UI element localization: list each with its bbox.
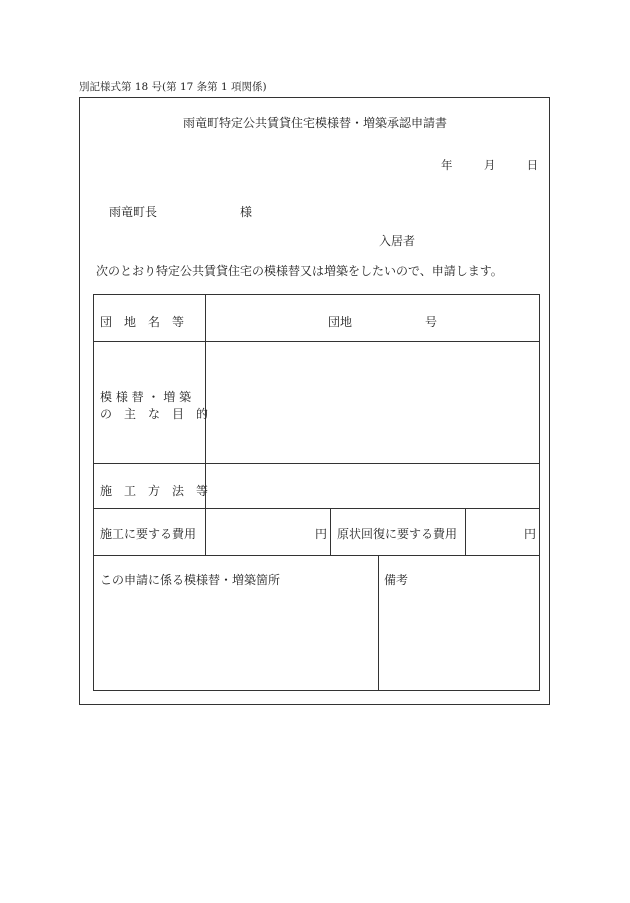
cost-column-divider bbox=[465, 508, 466, 555]
construction-cost-label: 施工に要する費用 bbox=[100, 527, 197, 541]
construction-method-field[interactable] bbox=[207, 465, 537, 506]
modification-location-field[interactable] bbox=[96, 589, 376, 689]
purpose-field[interactable] bbox=[207, 343, 537, 461]
construction-cost-yen: 円 bbox=[315, 527, 328, 541]
date-day: 日 bbox=[526, 158, 539, 172]
date-month: 月 bbox=[483, 158, 496, 172]
cost-column-divider bbox=[330, 508, 331, 555]
danchi-name-label: 団 地 名 等 bbox=[100, 315, 185, 329]
form-number-note: 別記様式第 18 号(第 17 条第 1 項関係) bbox=[79, 81, 267, 93]
label-column-divider bbox=[205, 295, 206, 555]
applicant-label: 入居者 bbox=[379, 234, 416, 248]
row-divider bbox=[94, 341, 539, 342]
construction-method-label: 施 工 方 法 等 bbox=[100, 484, 209, 498]
remarks-column-divider bbox=[378, 555, 379, 691]
honorific: 様 bbox=[240, 205, 253, 219]
room-number-text: 号 bbox=[425, 315, 438, 329]
restoration-cost-yen: 円 bbox=[524, 527, 537, 541]
date-year: 年 bbox=[441, 158, 453, 172]
purpose-label-line1: 模 様 替 ・ 増 築 bbox=[100, 390, 192, 404]
remarks-label: 備考 bbox=[384, 573, 409, 587]
modification-location-label: この申請に係る模様替・増築箇所 bbox=[100, 573, 281, 587]
row-divider bbox=[94, 508, 539, 509]
row-divider bbox=[94, 555, 539, 556]
form-title: 雨竜町特定公共賃貸住宅模様替・増築承認申請書 bbox=[182, 116, 447, 130]
danchi-name-field[interactable] bbox=[207, 297, 537, 339]
remarks-field[interactable] bbox=[381, 589, 537, 689]
application-statement: 次のとおり特定公共賃貸住宅の模様替又は増築をしたいので、申請します。 bbox=[96, 264, 503, 278]
row-divider bbox=[94, 463, 539, 464]
date-line bbox=[441, 160, 538, 172]
restoration-cost-label: 原状回復に要する費用 bbox=[337, 527, 458, 541]
construction-cost-field[interactable] bbox=[207, 510, 327, 553]
application-table bbox=[93, 294, 540, 691]
restoration-cost-field[interactable] bbox=[467, 510, 537, 553]
purpose-label-line2: の 主 な 目 的 bbox=[100, 407, 209, 421]
danchi-text: 団地 bbox=[328, 315, 353, 329]
addressee: 雨竜町長 bbox=[109, 205, 158, 219]
